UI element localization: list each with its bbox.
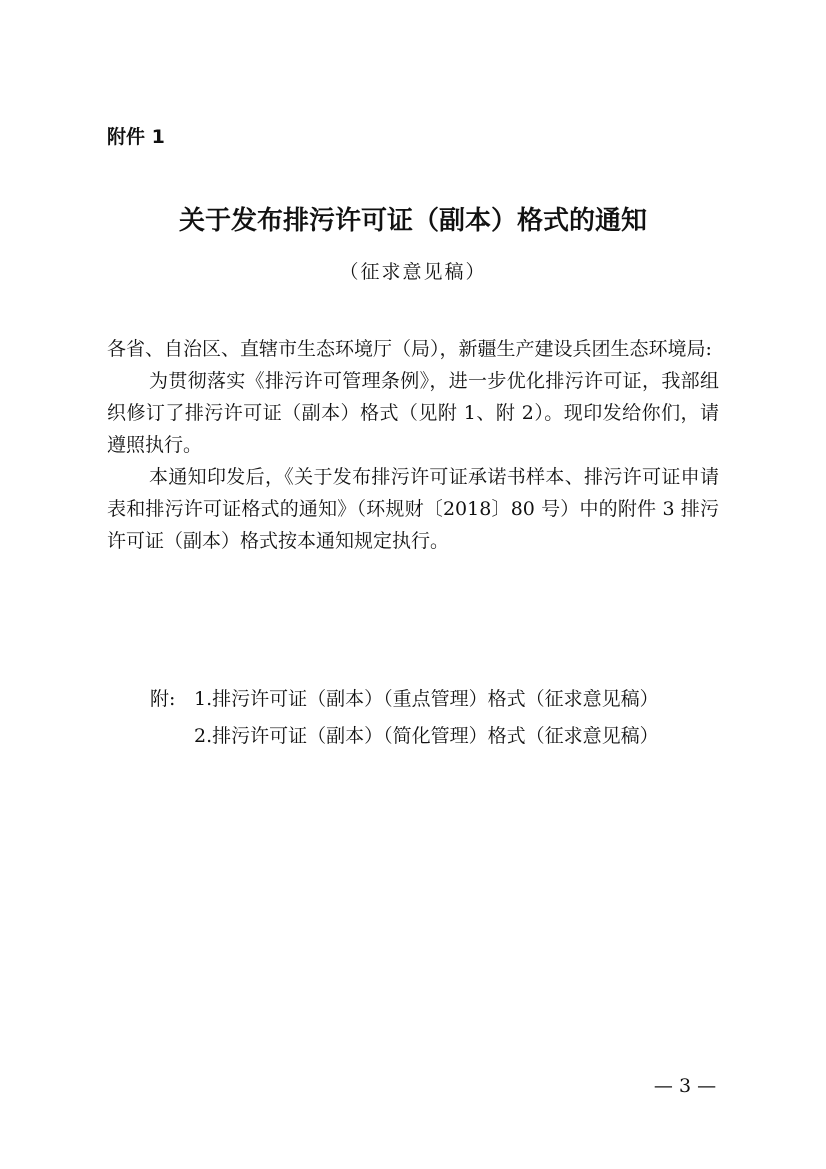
attachment-list: [150, 681, 659, 755]
attachment-item-text: 1.排污许可证（副本）（重点管理）格式（征求意见稿）: [194, 688, 659, 710]
document-body: [107, 333, 719, 557]
addressee-paragraph: 各省、自治区、直辖市生态环境厅（局），新疆生产建设兵团生态环境局:: [107, 338, 712, 360]
document-subtitle: （征求意见稿）: [339, 261, 487, 283]
page-number: — 3 —: [653, 1075, 717, 1097]
document-title: 关于发布排污许可证（副本）格式的通知: [178, 206, 647, 236]
notice-paragraph: 为贯彻落实《排污许可管理条例》，进一步优化排污许可证，我部组织修订了排污许可证（副本）格式（见附 1、附 2）。现印发给你们，请遵照执行。: [107, 370, 719, 456]
attachment-item: [150, 681, 659, 718]
attachment-label: 附件 1: [107, 126, 165, 148]
supersede-paragraph: 本通知印发后，《关于发布排污许可证承诺书样本、排污许可证申请表和排污许可证格式的通知》（环规财〔2018〕80 号）中的附件 3 排污许可证（副本）格式按本通知规定执行。: [107, 466, 719, 552]
attachment-prefix: 附:: [150, 688, 176, 710]
attachment-item: [150, 718, 659, 755]
attachment-item-text: 2.排污许可证（副本）（简化管理）格式（征求意见稿）: [194, 725, 659, 747]
